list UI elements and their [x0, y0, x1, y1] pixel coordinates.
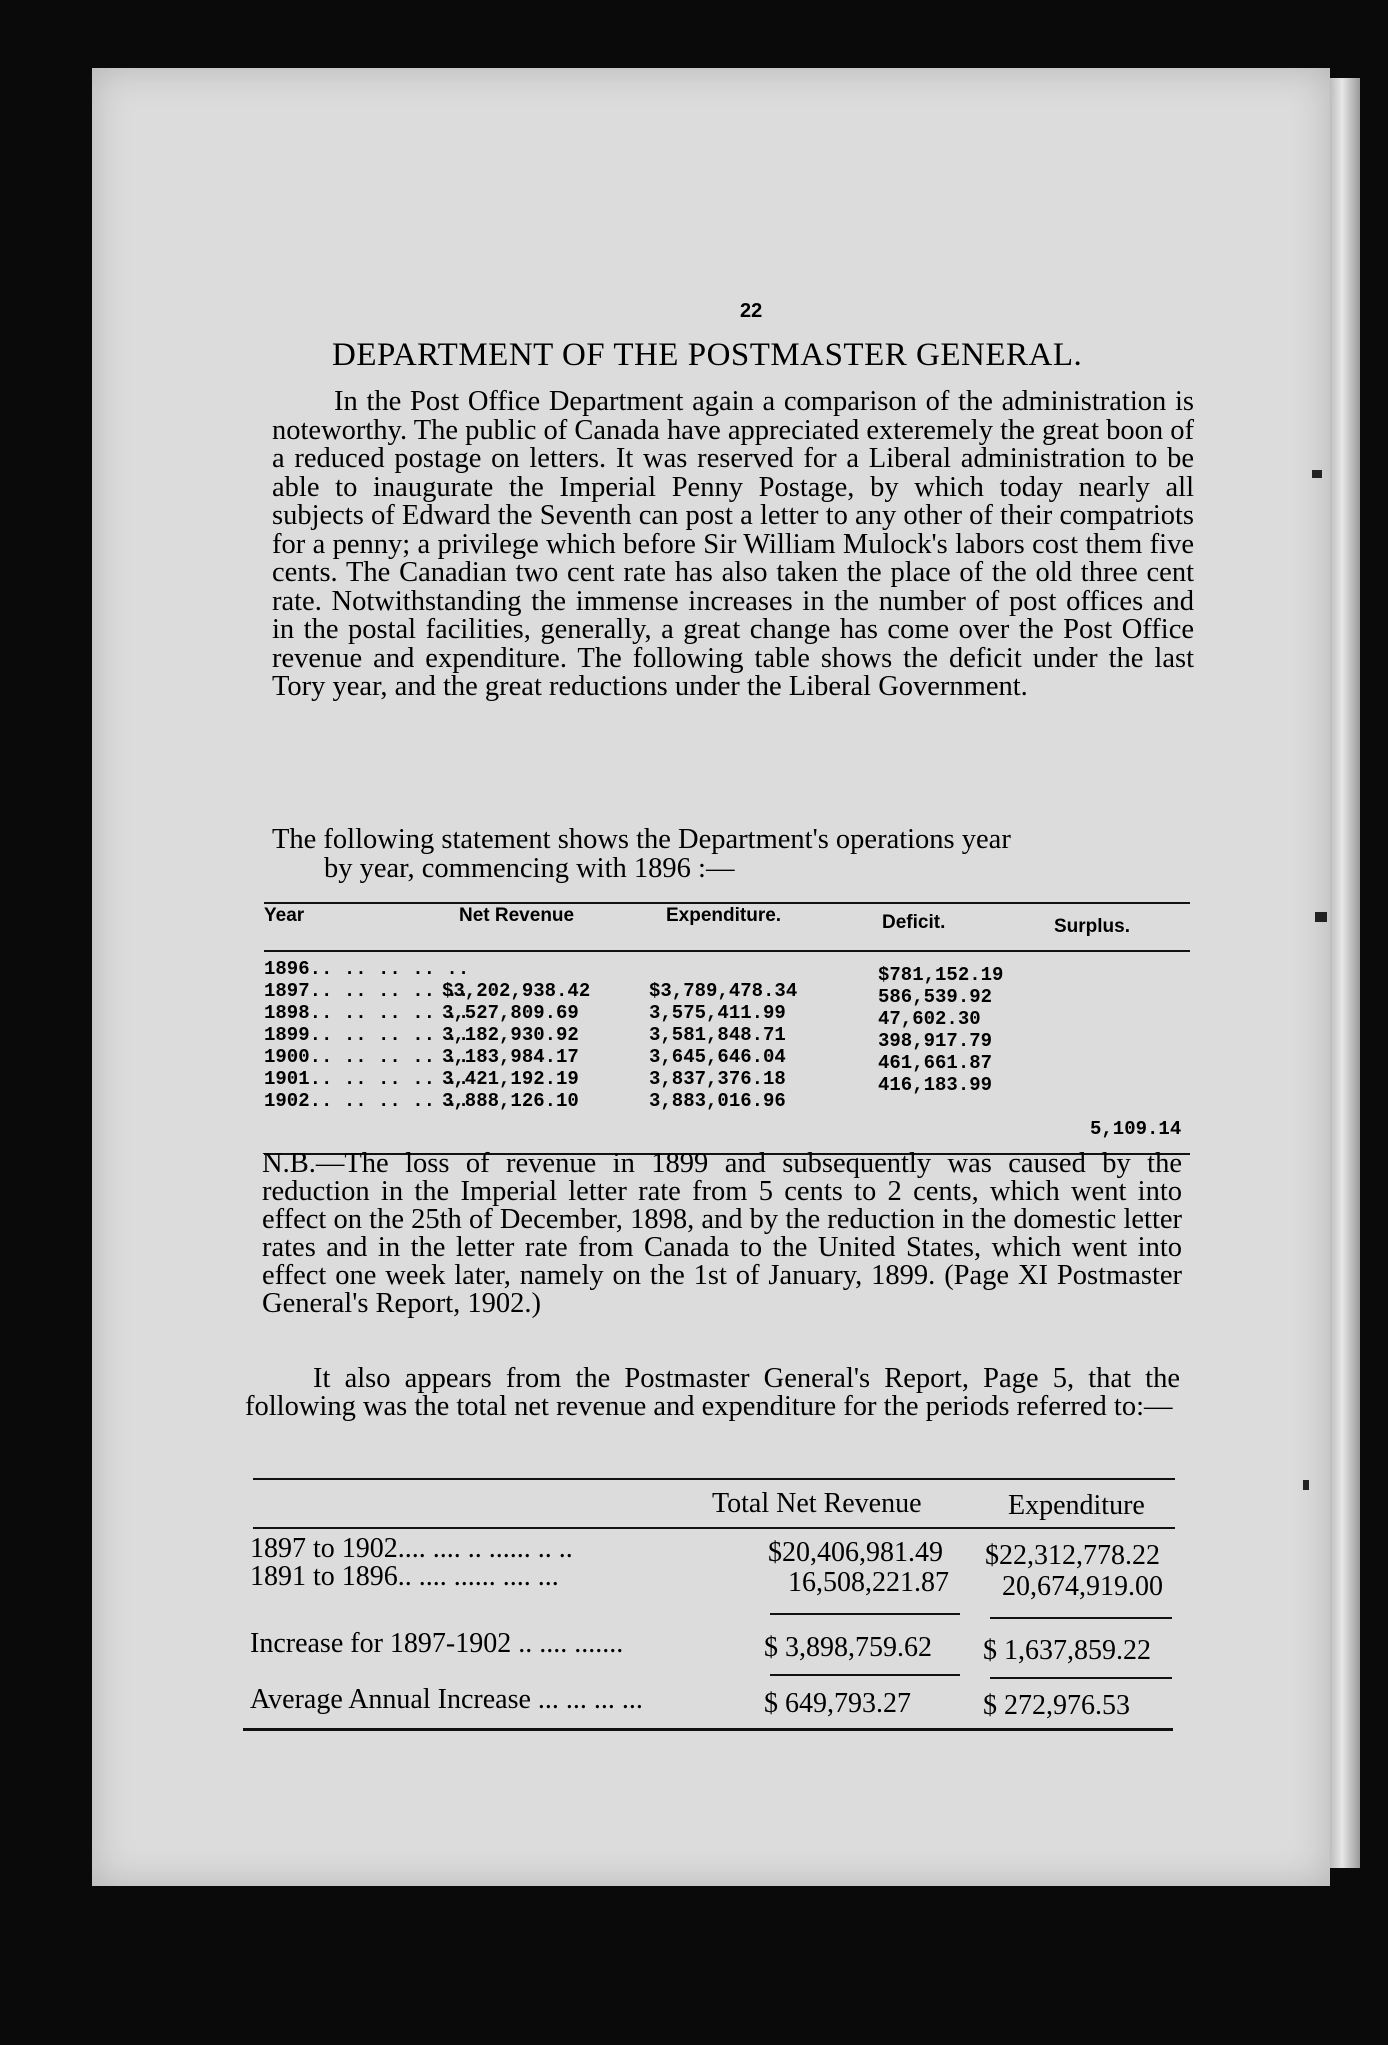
summary-top-rule — [253, 1478, 1175, 1480]
increase-revenue: $ 3,898,759.62 — [764, 1632, 932, 1663]
cell-expenditure: 3,837,376.18 — [649, 1068, 786, 1090]
statement-intro-line-1: The following statement shows the Department's operations year — [272, 824, 1011, 855]
table-header-rule — [264, 950, 1190, 952]
page-mark — [1303, 1480, 1309, 1490]
cell-expenditure: 3,645,646.04 — [649, 1046, 786, 1068]
page-edge — [1330, 78, 1360, 1868]
summary-increase-rule — [990, 1677, 1172, 1679]
cell-deficit: $781,152.19 — [878, 964, 1004, 986]
statement-intro — [272, 826, 1194, 883]
summary-subtotal-rule — [770, 1613, 960, 1615]
cell-revenue: 3,183,984.17 — [442, 1046, 579, 1068]
summary-header-expenditure: Expenditure — [1008, 1490, 1145, 1521]
statement-intro-line-2: by year, commencing with 1896 :— — [324, 852, 735, 884]
note-paragraph: N.B.—The loss of revenue in 1899 and subsequently was caused by the reduction in the Imperial letter rate from 5 cents to 2 cents, which went into effect on the 25th of December, 1898, and by the reduction in the domestic letter rates and in the letter rate from Canada to the United States, which went into effect one week later, namely on the 1st of January, 1899. (Page XI Postmaster General's Report, 1902.) — [262, 1148, 1182, 1319]
summary-increase-rule — [770, 1674, 960, 1676]
cell-year: 1897.. .. .. .. .. — [264, 980, 470, 1002]
col-header-net-revenue: Net Revenue — [459, 905, 575, 926]
cell-year: 1898.. .. .. .. .. — [264, 1002, 470, 1024]
cell-revenue: $3,202,938.42 — [442, 980, 591, 1002]
summary-row-label: 1897 to 1902.... .... .. ...... .. .. — [250, 1533, 573, 1564]
cell-year: 1900.. .. .. .. .. — [264, 1046, 470, 1068]
cell-expenditure: 3,581,848.71 — [649, 1024, 786, 1046]
cell-year: 1902.. .. .. .. .. — [264, 1090, 470, 1112]
summary-row-label: 1891 to 1896.. .... ...... .... ... — [250, 1561, 559, 1592]
col-header-expenditure: Expenditure. — [666, 905, 782, 926]
cell-deficit: 461,661.87 — [878, 1052, 993, 1074]
summary-subtotal-rule — [990, 1617, 1172, 1619]
summary-row-expenditure: $22,312,778.22 — [985, 1540, 1160, 1571]
average-revenue: $ 649,793.27 — [764, 1688, 911, 1719]
cell-expenditure: 3,575,411.99 — [649, 1002, 786, 1024]
cell-deficit: 47,602.30 — [878, 1008, 981, 1030]
cell-year: 1896.. .. .. .. .. — [264, 958, 470, 980]
report-paragraph: It also appears from the Postmaster General's Report, Page 5, that the following was the total net revenue and expenditure for the periods referred to:— — [245, 1363, 1180, 1422]
page-mark — [1315, 912, 1327, 922]
cell-revenue: 3,888,126.10 — [442, 1090, 579, 1112]
col-header-surplus: Surplus. — [1054, 916, 1131, 937]
cell-deficit: 416,183.99 — [878, 1074, 993, 1096]
summary-row-revenue: 16,508,221.87 — [788, 1567, 949, 1598]
summary-header-revenue: Total Net Revenue — [712, 1488, 922, 1519]
cell-expenditure: 3,883,016.96 — [649, 1090, 786, 1112]
cell-surplus: 5,109.14 — [1090, 1118, 1182, 1140]
average-label: Average Annual Increase ... ... ... ... — [250, 1684, 643, 1715]
page-mark — [1312, 470, 1322, 478]
increase-label: Increase for 1897-1902 .. .... ....... — [250, 1628, 624, 1659]
summary-row-expenditure: 20,674,919.00 — [1002, 1571, 1163, 1602]
cell-year: 1901.. .. .. .. .. — [264, 1068, 470, 1090]
cell-expenditure: $3,789,478.34 — [649, 980, 798, 1002]
page-number: 22 — [740, 300, 763, 322]
cell-revenue: 3,527,809.69 — [442, 1002, 579, 1024]
col-header-year: Year — [264, 905, 305, 926]
cell-revenue: 3,421,192.19 — [442, 1068, 579, 1090]
cell-year: 1899.. .. .. .. .. — [264, 1024, 470, 1046]
increase-expenditure: $ 1,637,859.22 — [983, 1635, 1151, 1666]
col-header-deficit: Deficit. — [882, 912, 946, 933]
page-heading: DEPARTMENT OF THE POSTMASTER GENERAL. — [332, 337, 1083, 373]
average-expenditure: $ 272,976.53 — [983, 1690, 1130, 1721]
summary-row-revenue: $20,406,981.49 — [768, 1537, 943, 1568]
cell-revenue: 3,182,930.92 — [442, 1024, 579, 1046]
summary-header-rule — [253, 1527, 1175, 1529]
cell-deficit: 586,539.92 — [878, 986, 993, 1008]
cell-deficit: 398,917.79 — [878, 1030, 993, 1052]
table-top-rule — [264, 902, 1190, 904]
summary-bottom-rule — [243, 1728, 1173, 1731]
intro-paragraph: In the Post Office Department again a comparison of the administration is noteworthy. The public of Canada have appreciated exteremely the great boon of a reduced postage on letters. It was reserved for a Liberal administration to be able to inaugurate the Imperial Penny Postage, by which today nearly all subjects of Edward the Seventh can post a letter to any other of their compatriots for a penny; a privilege which before Sir William Mulock's labors cost them five cents. The Canadian two cent rate has also taken the place of the old three cent rate. Notwithstanding the immense increases in the number of post offices and in the postal facilities, generally, a great change has come over the Post Office revenue and expenditure. The following table shows the deficit under the last Tory year, and the great reductions under the Liberal Government. — [272, 386, 1194, 702]
